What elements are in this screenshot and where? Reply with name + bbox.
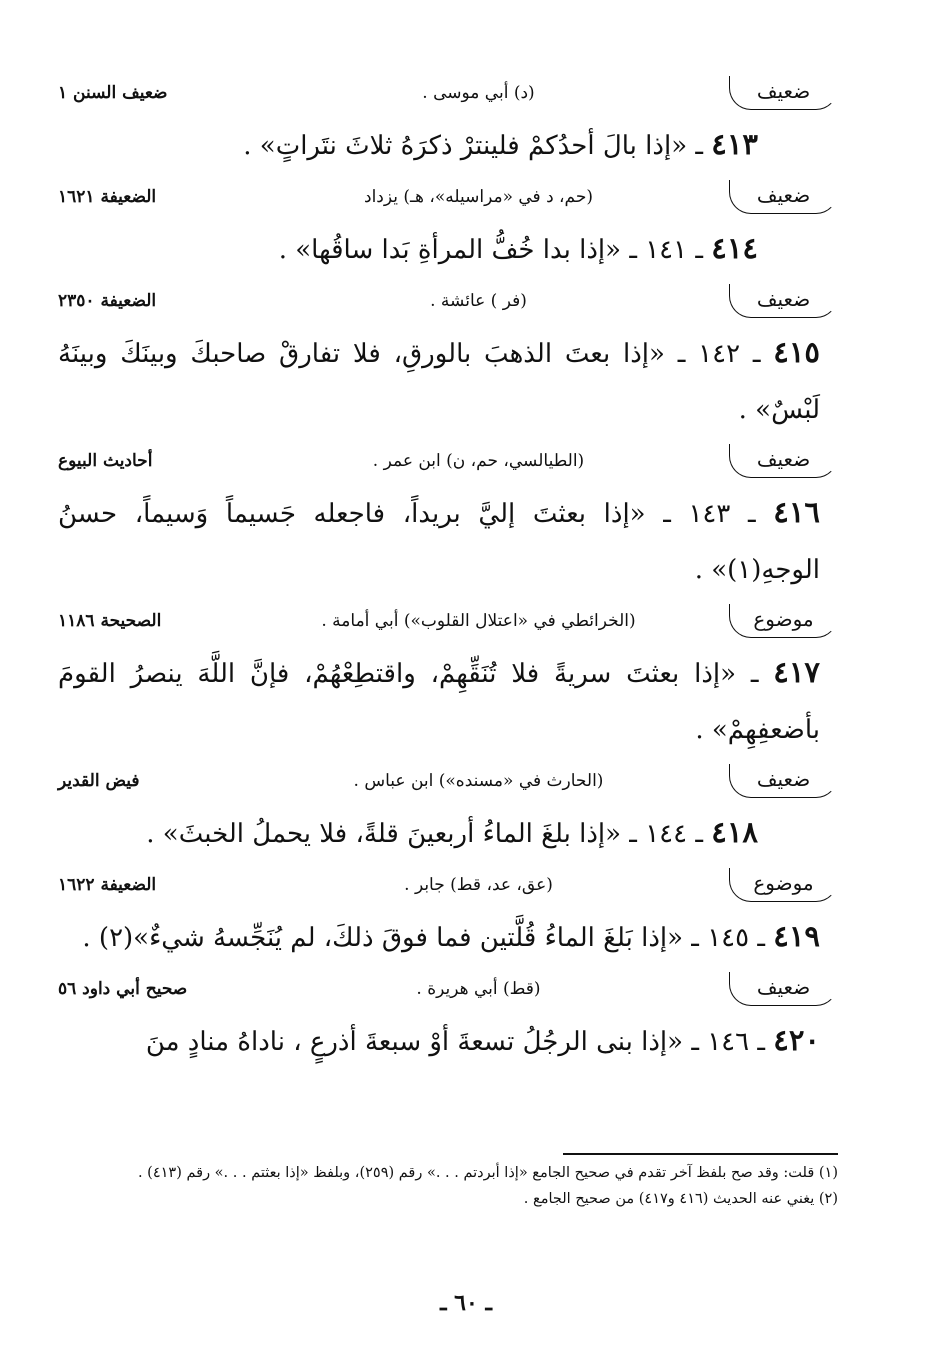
- hadith-number: ٤١٥: [773, 335, 820, 369]
- hadith-entry: [58, 862, 838, 966]
- page-number: ـ ٦٠ ـ: [440, 1290, 492, 1316]
- source-text: (عق، عد، قط) جابر .: [404, 875, 553, 895]
- grade-label: ضعيف: [729, 764, 838, 798]
- hadith-text-block: [58, 116, 838, 174]
- reference-text: الضعيفة ١٦٢٢: [58, 875, 157, 895]
- entry-meta: [58, 862, 838, 908]
- hadith-text-block: [58, 908, 838, 966]
- footnote: (١) قلت: وقد صح بلفظ آخر تقدم في صحيح الجامع «إذا أبردتم . . .» رقم (٢٥٩)، وبلفظ «إذا بعثتم . . .» رقم (٤١٣) .: [137, 1165, 838, 1181]
- hadith-text: ـ ١٤٥ ـ «إذا بَلغَ الماءُ قُلَّتين فما فوقَ ذلكَ، لم يُنَجِّسهُ شيءٌ»(٢) .: [82, 923, 774, 953]
- hadith-text: ـ ١٤٦ ـ «إذا بنى الرجُلُ تسعةَ أوْ سبعةَ أذرعٍ ، ناداهُ منادٍ منَ: [145, 1027, 774, 1057]
- reference-text: صحيح أبي داود ٥٦: [58, 979, 188, 999]
- hadith-entry: [58, 966, 838, 1070]
- reference-text: الضعيفة ٢٣٥٠: [58, 291, 157, 311]
- grade-label: ضعيف: [729, 76, 838, 110]
- hadith-text: ـ ١٤٢ ـ «إذا بعتَ الذهبَ بالورقِ، فلا تفارقْ صاحبكَ وبينَكَ وبينَهُ لَبْسٌ» .: [58, 339, 820, 425]
- entry-meta: [58, 438, 838, 484]
- hadith-entry: [58, 598, 838, 758]
- entry-meta: [58, 758, 838, 804]
- footnotes: [58, 1153, 838, 1211]
- hadith-number: ٤٢٠: [773, 1023, 820, 1057]
- entry-meta: [58, 966, 838, 1012]
- hadith-number: ٤١٤: [711, 231, 758, 265]
- reference-text: ضعيف السنن ١: [58, 83, 168, 103]
- grade-label: ضعيف: [729, 284, 838, 318]
- source-text: (حم، د في «مراسيله»، هـ) يزداد: [364, 187, 593, 207]
- grade-label: ضعيف: [729, 180, 838, 214]
- hadith-text: ـ «إذا بالَ أحدُكمْ فلينترْ ذكرَهُ ثلاثَ نتَراتٍ» .: [243, 131, 712, 161]
- hadith-text-block: [58, 1012, 838, 1070]
- reference-text: الضعيفة ١٦٢١: [58, 187, 157, 207]
- reference-text: أحاديث البيوع: [58, 451, 153, 471]
- hadith-number: ٤١٩: [773, 919, 820, 953]
- hadith-number: ٤١٦: [773, 495, 820, 529]
- hadith-text-block: [58, 644, 838, 758]
- page-body: [58, 70, 838, 1070]
- source-text: (د) أبي موسى .: [422, 83, 535, 103]
- entry-meta: [58, 174, 838, 220]
- hadith-entry: [58, 70, 838, 174]
- hadith-number: ٤١٧: [773, 655, 820, 689]
- grade-label: موضوع: [729, 604, 838, 638]
- hadith-text-block: [58, 804, 838, 862]
- hadith-text-block: [58, 324, 838, 438]
- hadith-text-block: [58, 484, 838, 598]
- reference-text: فيض القدير: [58, 771, 140, 791]
- hadith-entry: [58, 174, 838, 278]
- hadith-text-block: [58, 220, 838, 278]
- hadith-entry: [58, 278, 838, 438]
- entry-meta: [58, 278, 838, 324]
- source-text: (قط) أبي هريرة .: [416, 979, 541, 999]
- hadith-number: ٤١٨: [711, 815, 758, 849]
- source-text: (فر ) عائشة .: [430, 291, 527, 311]
- hadith-entry: [58, 438, 838, 598]
- hadith-text: ـ ١٤١ ـ «إذا بدا خُفُّ المرأةِ بَدا ساقُها» .: [278, 235, 712, 265]
- source-text: (الحارث في «مسنده») ابن عباس .: [353, 771, 604, 791]
- footnote: (٢) يغني عنه الحديث (٤١٦ و٤١٧) من صحيح الجامع .: [523, 1191, 838, 1207]
- hadith-text: ـ «إذا بعثتَ سريةً فلا تُنَقِّهِمْ، واقتطِعْهُمْ، فإنَّ اللَّهَ ينصرُ القومَ بأضعفِهِمْ» .: [58, 659, 820, 745]
- hadith-text: ـ ١٤٣ ـ «إذا بعثتَ إليَّ بريداً، فاجعله جَسيماً وَسيماً، حسنُ الوجهِ(١)» .: [58, 499, 820, 585]
- hadith-number: ٤١٣: [711, 127, 758, 161]
- footnote-divider: [563, 1153, 838, 1155]
- hadith-text: ـ ١٤٤ ـ «إذا بلغَ الماءُ أربعينَ قلةً، فلا يحملُ الخبثَ» .: [146, 819, 712, 849]
- source-text: (الخرائطي في «اعتلال القلوب») أبي أمامة .: [321, 611, 636, 631]
- entry-meta: [58, 598, 838, 644]
- entry-meta: [58, 70, 838, 116]
- hadith-entry: [58, 758, 838, 862]
- source-text: (الطيالسي، حم، ن) ابن عمر .: [372, 451, 585, 471]
- reference-text: الصحيحة ١١٨٦: [58, 611, 162, 631]
- grade-label: موضوع: [729, 868, 838, 902]
- grade-label: ضعيف: [729, 444, 838, 478]
- grade-label: ضعيف: [729, 972, 838, 1006]
